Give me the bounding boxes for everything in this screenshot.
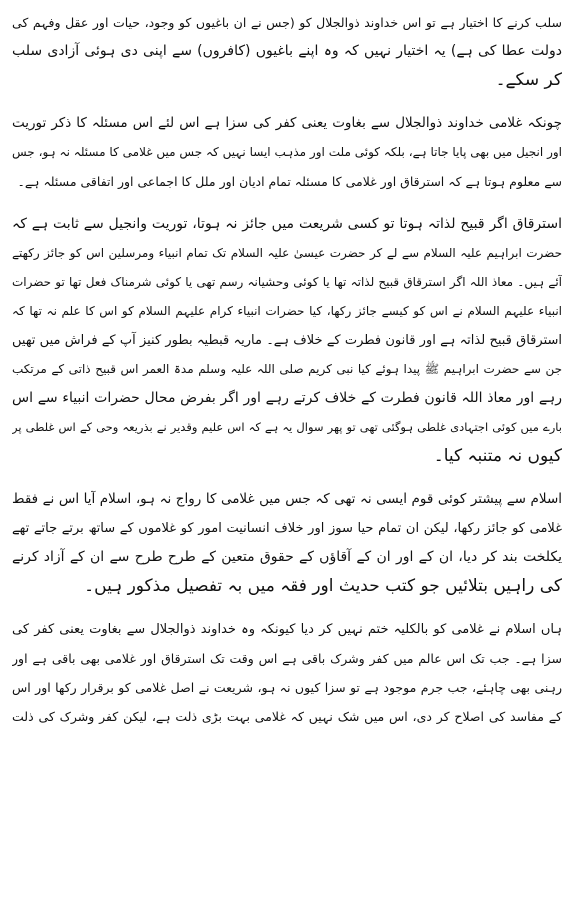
text-line: ہاں اسلام نے غلامی کو بالکلیہ ختم نہیں کر دیا کیونکہ وہ خداوند ذوالجلال سے بغاوت یعنی کفر کی bbox=[12, 622, 562, 637]
text-line: دولت عطا کی ہے) یہ اختیار نہیں کہ وہ اپنے باغیوں (کافروں) سے اپنی دی ہوئی آزادی سلب bbox=[12, 43, 562, 59]
text-line: کے مفاسد کی اصلاح کر دی، اس میں شک نہیں کہ غلامی بہت بڑی ذلت ہے، لیکن کفر وشرک کی ذلت bbox=[12, 709, 562, 724]
text-line: حضرت ابراہیم علیہ السلام سے لے کر حضرت عیسیٰ علیہ السلام تک تمام انبیاء ومرسلین اس کو جائز رکھتے bbox=[12, 246, 562, 260]
paragraph bbox=[12, 485, 562, 601]
paragraph bbox=[12, 615, 562, 731]
text-line: اور انجیل میں بھی پایا جاتا ہے، بلکہ کوئی ملت اور مذہب ایسا نہیں کہ جس میں غلامی کا مسئلہ نہ ہو، جس bbox=[12, 145, 562, 159]
paragraph bbox=[12, 109, 562, 196]
paragraph-spacer bbox=[12, 471, 562, 485]
paragraph-spacer bbox=[12, 601, 562, 615]
text-line: یکلخت بند کر دیا، ان کے اور ان کے آقاؤں کے حقوق متعین کے طرح طرح سے ان کے آزاد کرنے bbox=[12, 549, 562, 565]
text-line: سلب کرنے کا اختیار ہے تو اس خداوند ذوالجلال کو (جس نے ان باغیوں کو وجود، حیات اور عقل وفہم کی bbox=[12, 15, 562, 30]
text-line: رہے اور معاذ اللہ قانون فطرت کے خلاف کرتے رہے اور اگر بفرض محال حضرات انبیاء سے اس bbox=[12, 390, 562, 406]
text-line: اسلام سے پیشتر کوئی قوم ایسی نہ تھی کہ جس میں غلامی کا رواج نہ ہو، اسلام آیا اس نے فقط bbox=[12, 491, 562, 507]
paragraph bbox=[12, 210, 562, 471]
text-line: سے معلوم ہوتا ہے کہ استرقاق اور غلامی کا مسئلہ تمام ادیان اور ملل کا اجماعی اور اتفاقی مسئلہ ہے۔ bbox=[17, 174, 562, 189]
text-line: استرقاق قبیح لذاتہ ہے اور قانون فطرت کے خلاف ہے۔ ماریہ قبطیہ بطور کنیز آپ کے فراش میں تھیں bbox=[12, 333, 562, 348]
text-line: جن سے حضرت ابراہیم ﷺ پیدا ہوئے کیا نبی کریم صلی اللہ علیہ وسلم مدۃ العمر اس قبیح ذاتی کے مرتکب bbox=[12, 362, 562, 376]
text-line: آئے ہیں۔ معاذ اللہ اگر استرقاق قبیح لذاتہ تھا یا کوئی وحشیانہ رسم تھی یا کوئی شرمناک فعل تھا تو حضرات bbox=[12, 275, 562, 289]
text-line: غلامی کو جائز رکھا، لیکن ان تمام حیا سوز اور خلاف انسانیت امور کو غلاموں کے ساتھ برتے جاتے تھے bbox=[12, 521, 562, 536]
text-line: استرقاق اگر قبیح لذاتہ ہوتا تو کسی شریعت میں جائز نہ ہوتا، توریت وانجیل سے ثابت ہے کہ bbox=[12, 216, 562, 232]
paragraph-spacer bbox=[12, 95, 562, 109]
text-line: کر سکے۔ bbox=[495, 70, 562, 90]
paragraph-spacer bbox=[12, 196, 562, 210]
text-line: چونکہ غلامی خداوند ذوالجلال سے بغاوت یعنی کفر کی سزا ہے اس لئے اس مسئلہ کا ذکر توریت bbox=[12, 115, 562, 131]
text-line: رہنی بھی چاہئے، جب جرم موجود ہے تو سزا کیوں نہ ہو، شریعت نے اصل غلامی کو برقرار رکھا اور اس bbox=[12, 680, 562, 695]
text-line: کی راہیں بتلائیں جو کتب حدیث اور فقہ میں بہ تفصیل مذکور ہیں۔ bbox=[84, 576, 562, 596]
paragraph bbox=[12, 8, 562, 95]
text-line: سزا ہے۔ جب تک اس عالم میں کفر وشرک باقی ہے اس وقت تک استرقاق اور غلامی بھی باقی ہے اور bbox=[12, 651, 562, 666]
text-line: انبیاء علیہم السلام نے اس کو کیسے جائز رکھا، کیا حضرات انبیاء کرام علیہم السلام کو اس کا علم نہ تھا کہ bbox=[12, 304, 562, 318]
text-line: بارے میں کوئی اجتہادی غلطی ہوگئی تھی تو پھر سوال یہ ہے کہ اس علیم وقدیر نے بذریعہ وحی کے اس غلطی پر bbox=[12, 420, 562, 434]
text-line: کیوں نہ متنبہ کیا۔ bbox=[433, 446, 562, 466]
